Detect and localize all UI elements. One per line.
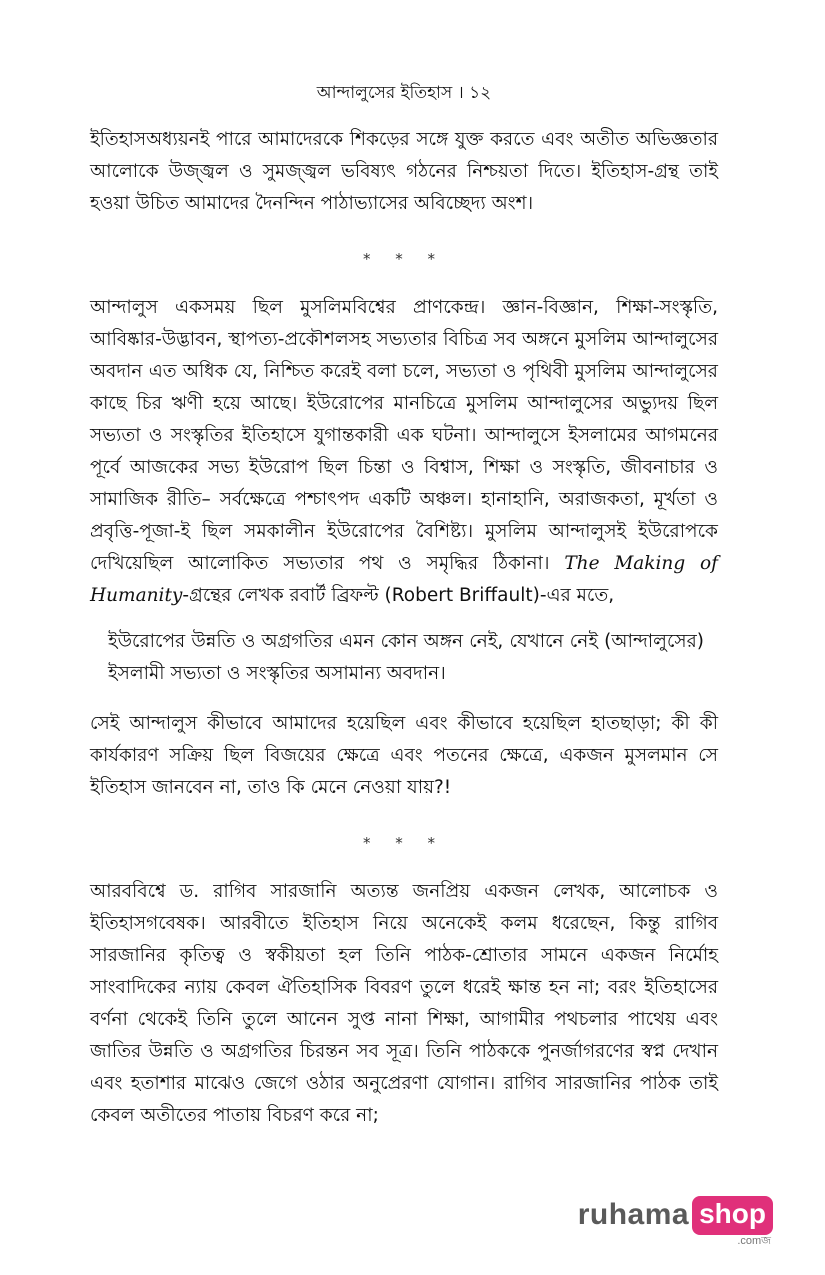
logo-shop-text: shop bbox=[692, 1196, 773, 1235]
paragraph-author: আরববিশ্বে ড. রাগিব সারজানি অত্যন্ত জনপ্রিয় একজন লেখক, আলোচক ও ইতিহাসগবেষক। আরবীতে ইতিহাস নিয়ে অনেকেই কলম ধরেছেন, কিন্তু রাগিব সারজানির কৃতিত্ব ও স্বকীয়তা হল তিনি পাঠক-শ্রোতার সামনে একজন নির্মোহ সাংবাদিকের ন্যায় কেবল ঐতিহাসিক বিবরণ তুলে ধরেই ক্ষান্ত হন না; বরং ইতিহাসের বর্ণনা থেকেই তিনি তুলে আনেন সুপ্ত নানা শিক্ষা, আগামীর পথচলার পাথেয় এবং জাতির উন্নতি ও অগ্রগতির চিরন্তন সব সূত্র। তিনি পাঠককে পুনর্জাগরণের স্বপ্ন দেখান এবং হতাশার মাঝেও জেগে ওঠার অনুপ্রেরণা যোগান। রাগিব সারজানির পাঠক তাই কেবল অতীতের পাতায় বিচরণ করে না; bbox=[90, 881, 718, 1126]
logo-shop-badge bbox=[692, 1196, 773, 1247]
paragraph-andalus bbox=[90, 292, 718, 612]
logo-ruhama-text: ruhama bbox=[577, 1198, 690, 1231]
paragraph-andalus-main: আন্দালুস একসময় ছিল মুসলিমবিশ্বের প্রাণকেন্দ্র। জ্ঞান-বিজ্ঞান, শিক্ষা-সংস্কৃতি, আবিষ্কার-উদ্ভাবন, স্থাপত্য-প্রকৌশলসহ সভ্যতার বিচিত্র সব অঙ্গনে মুসলিম আন্দালুসের অবদান এত অধিক যে, নিশ্চিত করেই বলা চলে, সভ্যতা ও পৃথিবী মুসলিম আন্দালুসের কাছে চির ঋণী হয়ে আছে। ইউরোপের মানচিত্রে মুসলিম আন্দালুসের অভ্যুদয় ছিল সভ্যতা ও সংস্কৃতির ইতিহাসে যুগান্তকারী এক ঘটনা। আন্দালুসে ইসলামের আগমনের পূর্বে আজকের সভ্য ইউরোপ ছিল চিন্তা ও বিশ্বাস, শিক্ষা ও সংস্কৃতি, জীবনাচার ও সামাজিক রীতি– সর্বক্ষেত্রে পশ্চাৎপদ একটি অঞ্চল। হানাহানি, অরাজকতা, মূর্খতা ও প্রবৃত্তি-পূজা-ই ছিল সমকালীন ইউরোপের বৈশিষ্ট্য। মুসলিম আন্দালুসই ইউরোপকে দেখিয়েছিল আলোকিত সভ্যতার পথ ও সমৃদ্ধির ঠিকানা। bbox=[90, 297, 718, 574]
logo-dotcom-text: .comজ bbox=[737, 1234, 771, 1247]
paragraph-question: সেই আন্দালুস কীভাবে আমাদের হয়েছিল এবং কীভাবে হয়েছিল হাতছাড়া; কী কী কার্যকারণ সক্রিয় ছিল বিজয়ের ক্ষেত্রে এবং পতনের ক্ষেত্রে, একজন মুসলমান সে ইতিহাস জানবেন না, তাও কি মেনে নেওয়া যায়?! bbox=[90, 713, 718, 798]
book-title: The Making of Humanity bbox=[90, 553, 718, 606]
block-quote: ইউরোপের উন্নতি ও অগ্রগতির এমন কোন অঙ্গন নেই, যেখানে নেই (আন্দালুসের) ইসলামী সভ্যতা ও সংস্কৃতির অসামান্য অবদান। bbox=[108, 631, 704, 684]
ruhamashop-logo bbox=[577, 1191, 773, 1247]
running-header: আন্দালুসের ইতিহাস । ১২ bbox=[316, 83, 492, 103]
paragraph-andalus-tail: -গ্রন্থের লেখক রবার্ট ব্রিফল্ট (Robert Briffault)-এর মতে, bbox=[182, 585, 615, 606]
page-content bbox=[90, 70, 718, 1132]
section-separator: * * * bbox=[362, 250, 446, 268]
section-separator: * * * bbox=[362, 834, 446, 852]
paragraph-intro: ইতিহাসঅধ্যয়নই পারে আমাদেরকে শিকড়ের সঙ্গে যুক্ত করতে এবং অতীত অভিজ্ঞতার আলোকে উজ্জ্বল ও সুমজ্জ্বল ভবিষ্যৎ গঠনের নিশ্চয়তা দিতে। ইতিহাস-গ্রন্থ তাই হওয়া উচিত আমাদের দৈনন্দিন পাঠাভ্যাসের অবিচ্ছেদ্য অংশ। bbox=[90, 129, 718, 214]
